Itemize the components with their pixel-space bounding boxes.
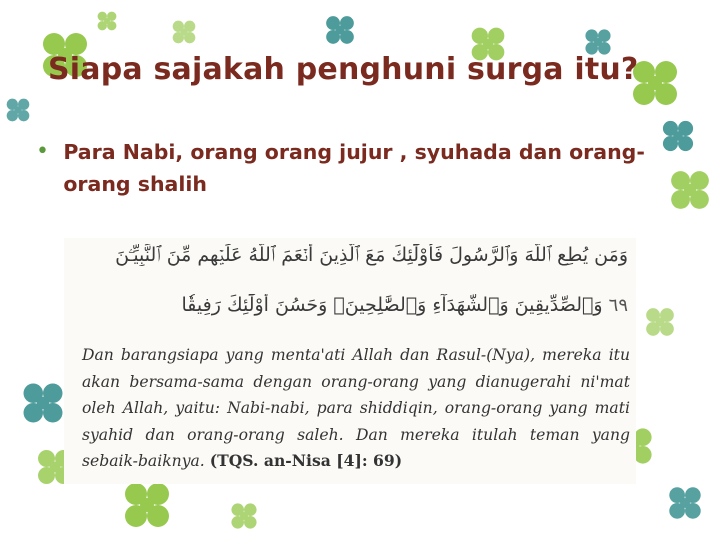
bullet-marker: • — [36, 139, 49, 164]
arabic-verse-line-2 — [72, 294, 628, 316]
clover-icon — [654, 112, 702, 160]
clover-icon — [224, 496, 264, 536]
clover-icon — [0, 92, 36, 128]
bullet-text: Para Nabi, orang orang jujur , syuhada dan orang-orang shalih — [63, 140, 645, 196]
verse-image — [64, 238, 636, 484]
translation-text: Dan barangsiapa yang menta'ati Allah dan Rasul-(Nya), mereka itu akan bersama-sama dengan orang-orang yang dianugerahi ni'mat oleh Allah, yaitu: Nabi-nabi, para shiddiqin, orang-orang yang mati syahid dan orang-orang saleh. Dan mereka itulah teman yang sebaik-baiknya. — [82, 346, 630, 471]
bullet-item — [36, 136, 646, 200]
clover-icon — [166, 14, 202, 50]
clover-icon — [318, 8, 362, 52]
ayah-number-marker: ٦٩ — [608, 295, 628, 316]
arabic-verse-line-1: وَمَن يُطِعِ ٱللَّهَ وَٱلرَّسُولَ فَأُوْلَٰٓئِكَ مَعَ ٱلَّذِينَ أَنۡعَمَ ٱللَّهُ عَلَيۡهِم مِّنَ ٱلنَّبِيِّـۧنَ — [115, 244, 628, 266]
verse-reference: (TQS. an-Nisa [4]: 69) — [209, 451, 403, 471]
clover-icon — [92, 6, 122, 36]
clover-icon — [660, 478, 710, 528]
clover-icon — [660, 160, 720, 220]
verse-translation — [82, 342, 630, 475]
slide-title: Siapa sajakah penghuni surga itu? — [48, 52, 639, 87]
arabic-verse-line-2-text: وَٱلصِّدِّيقِينَ وَٱلشُّهَدَآءِ وَٱلصَّٰلِحِينَۚ وَحَسُنَ أُوْلَٰٓئِكَ رَفِيقٗا — [181, 294, 603, 316]
clover-icon — [638, 300, 682, 344]
